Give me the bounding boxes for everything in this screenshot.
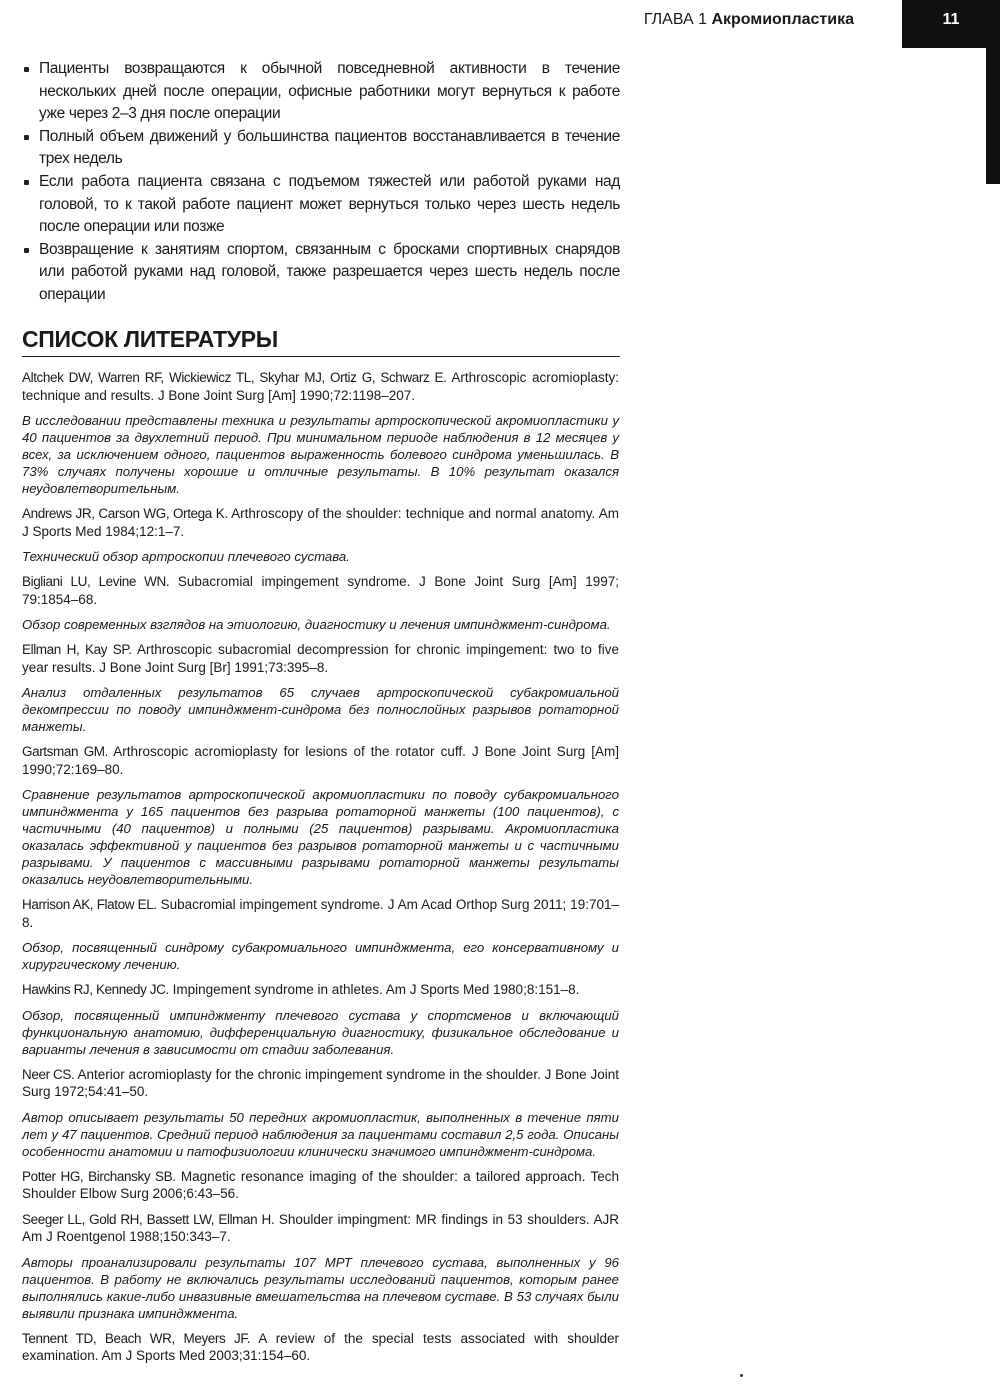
heading-divider — [22, 356, 620, 357]
reference-citation — [22, 641, 619, 676]
reference-authors: Bigliani LU, Levine WN. — [22, 574, 170, 589]
recovery-bullet-list — [22, 58, 620, 307]
running-header — [644, 11, 854, 29]
reference-citation — [22, 743, 619, 778]
reference-authors: Seeger LL, Gold RH, Bassett LW, Ellman H. — [22, 1211, 275, 1227]
reference-authors: Potter HG, Birchansky SB. — [22, 1168, 176, 1184]
reference-annotation: Автор описывает результаты 50 передних акромиопластик, выполненных в течение пяти лет у 47 пациентов. Средний период наблюдения за пациентами составил 2,5 года. Описаны особенности анатомии и патофизиологии клинически значимого импинджмент-синдрома. — [22, 1109, 619, 1159]
reference-authors: Neer CS. — [22, 1066, 75, 1082]
bullet-marker — [24, 180, 29, 185]
reference-entry — [22, 641, 619, 735]
bullet-item — [22, 239, 620, 307]
reference-details: Arthroscopic acromioplasty: technique and results. J Bone Joint Surg [Am] 1990;72:1198–207. — [22, 370, 619, 403]
reference-entry — [22, 369, 619, 497]
reference-details: Subacromial impingement syndrome. J Am Acad Orthop Surg 2011; 19:701–8. — [22, 897, 619, 930]
bullet-text: Полный объем движений у большинства пациентов восстанавливается в течение трех недель — [39, 127, 620, 168]
reference-citation — [22, 1211, 619, 1246]
reference-authors: Harrison AK, Flatow EL. — [22, 897, 157, 912]
reference-annotation: Сравнение результатов артроскопической акромиопластики по поводу субакромиального импинджмента у 165 пациентов без разрыва ротаторной манжеты (100 пациентов), с частичными (40 пациентов) и полными (25 пациентов) разрывами. Акромиопластика оказалась эффективной у пациентов без разрывов ротаторной манжеты и с частичными разрывами. У пациентов с массивными разрывами ротаторной манжеты результаты оказались неудовлетворительными. — [22, 787, 619, 887]
bullet-text: Возвращение к занятиям спортом, связанным с бросками спортивных снарядов или работой руками над головой, также разрешается через шесть недель после операции — [39, 240, 620, 303]
reference-entry — [22, 1211, 619, 1322]
reference-annotation: Анализ отдаленных результатов 65 случаев артроскопической субакромиальной декомпрессии по поводу импинджмент-синдрома без полнослойных разрывов ротаторной манжеты. — [22, 685, 619, 734]
reference-citation — [22, 896, 619, 931]
reference-annotation: В исследовании представлены техника и результаты артроскопической акромиопластики у 40 пациентов за двухлетний период. При минимальном периоде наблюдения в 12 месяцев у всех, за исключением одного, пациентов выраженность болевого синдрома уменьшилась. В 73% случаях получены хорошие и отличные результаты. В 10% результат оказался неудовлетворительным. — [22, 413, 619, 496]
bullet-text: Пациенты возвращаются к обычной повседневной активности в течение нескольких дней после операции, офисные работники могут вернуться к работе уже через 2–3 дня после операции — [39, 60, 620, 123]
chapter-edge-marker — [986, 48, 1000, 184]
reference-details: Arthroscopy of the shoulder: technique and normal anatomy. Am J Sports Med 1984;12:1–7. — [22, 506, 619, 539]
reference-details: A review of the special tests associated with shoulder examination. Am J Sports Med 2003;31:154–60. — [22, 1330, 619, 1363]
chapter-label: ГЛАВА 1 — [643, 11, 707, 28]
reference-citation — [22, 1330, 619, 1365]
bullet-item — [22, 126, 620, 171]
reference-entry — [22, 743, 619, 888]
reference-citation — [22, 1168, 619, 1203]
reference-entry — [22, 1168, 619, 1203]
reference-entry — [22, 1066, 619, 1160]
reference-authors: Gartsman GM. — [22, 744, 108, 759]
reference-authors: Ellman H, Kay SP. — [22, 642, 132, 657]
reference-citation — [22, 369, 619, 404]
reference-details: Arthroscopic subacromial decompression for chronic impingement: two to five year results. J Bone Joint Surg [Br] 1991;73:395–8. — [22, 642, 620, 675]
reference-annotation: Обзор, посвященный импинджменту плечевого сустава у спортсменов и включающий функциональную анатомию, дифференциальную диагностику, физикальное обследование и варианты лечения в зависимости от стадии заболевания. — [22, 1007, 619, 1057]
reference-authors: Andrews JR, Carson WG, Ortega K. — [22, 506, 228, 521]
reference-annotation: Обзор современных взглядов на этиологию, диагностику и лечения импинджмент-синдрома. — [22, 617, 611, 632]
reference-entry — [22, 1330, 619, 1365]
reference-citation — [22, 1066, 619, 1101]
page-number: 11 — [942, 11, 960, 28]
reference-details: Anterior acromioplasty for the chronic impingement syndrome in the shoulder. J Bone Joint Surg 1972;54:41–50. — [22, 1066, 619, 1099]
reference-authors: Tennent TD, Beach WR, Meyers JF. — [22, 1330, 251, 1346]
reference-details: Impingement syndrome in athletes. Am J Sports Med 1980;8:151–8. — [172, 982, 580, 997]
reference-details: Shoulder impingment: MR findings in 53 shoulders. AJR Am J Roentgenol 1988;150:343–7. — [22, 1211, 619, 1244]
reference-details: Subacromial impingement syndrome. J Bone Joint Surg [Am] 1997; 79:1854–68. — [22, 574, 619, 607]
bullet-item — [22, 58, 620, 126]
reference-entry — [22, 505, 619, 565]
references-list — [22, 369, 619, 1373]
reference-citation — [22, 505, 619, 540]
reference-details: Arthroscopic acromioplasty for lesions of the rotator cuff. J Bone Joint Surg [Am] 1990;72:169–80. — [22, 744, 620, 777]
page-number-tab — [902, 0, 1000, 48]
chapter-title: Акромиопластика — [711, 11, 854, 28]
references-heading: СПИСОК ЛИТЕРАТУРЫ — [22, 326, 278, 352]
reference-annotation: Обзор, посвященный синдрому субакромиального импинджмента, его консервативному и хирургическому лечению. — [22, 940, 619, 972]
reference-authors: Altchek DW, Warren RF, Wickiewicz TL, Skyhar MJ, Ortiz G, Schwarz E. — [22, 370, 447, 385]
reference-annotation: Технический обзор артроскопии плечевого сустава. — [22, 549, 350, 564]
bullet-text: Если работа пациента связана с подъемом тяжестей или работой руками над головой, то к такой работе пациент может вернуться только через шесть недель после операции или позже — [39, 172, 620, 236]
reference-citation — [22, 573, 619, 608]
reference-entry — [22, 573, 619, 633]
reference-details: Magnetic resonance imaging of the shoulder: a tailored approach. Tech Shoulder Elbow Surg 2006;6:43–56. — [22, 1168, 619, 1201]
reference-entry — [22, 896, 619, 973]
reference-annotation: Авторы проанализировали результаты 107 МРТ плечевого сустава, выполненных у 96 пациентов. В работу не включались результаты исследований пациентов, которым ранее выполнялись какие-либо инвазивные вмешательства на плечевом суставе. В 53 случаях были выявили признака импинджмента. — [22, 1254, 619, 1321]
reference-authors: Hawkins RJ, Kennedy JC. — [22, 982, 169, 997]
bullet-item — [22, 171, 620, 239]
bullet-marker — [24, 135, 29, 140]
print-speck — [740, 1374, 743, 1377]
bullet-marker — [24, 248, 29, 253]
reference-citation — [22, 981, 619, 999]
bullet-marker — [24, 67, 29, 72]
reference-entry — [22, 981, 619, 1058]
